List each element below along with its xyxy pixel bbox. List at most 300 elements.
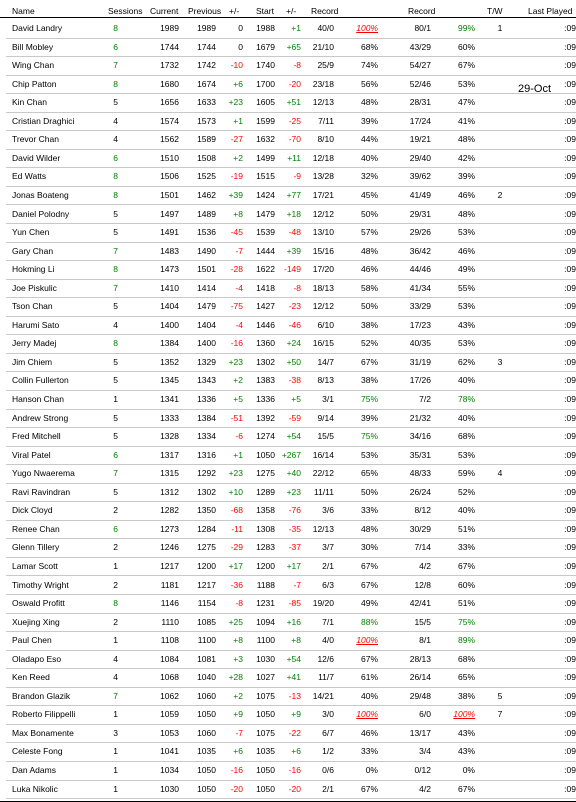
cell-pct: 58% — [360, 282, 378, 293]
cell-pct2: 33% — [457, 542, 475, 553]
cell-pct2: 68% — [457, 653, 475, 664]
table-row — [0, 743, 576, 762]
cell-last: :09 — [564, 338, 576, 349]
cell-pct: 75% — [360, 431, 378, 442]
cell-start: 1418 — [256, 282, 275, 293]
cell-start: 1679 — [256, 41, 275, 52]
cell-sessions: 8 — [113, 23, 118, 33]
cell-current: 1041 — [160, 746, 179, 757]
cell-chg: +2 — [233, 690, 243, 701]
cell-rec: 8/10 — [317, 134, 334, 145]
cell-rec: 11/7 — [318, 672, 334, 683]
cell-last: :09 — [564, 171, 576, 182]
cell-start: 1479 — [256, 208, 275, 219]
cell-chg: +5 — [233, 394, 243, 404]
cell-current: 1273 — [160, 523, 179, 534]
cell-pct2: 78% — [457, 394, 475, 404]
cell-current: 1501 — [160, 189, 179, 200]
cell-rec: 4/0 — [322, 635, 334, 646]
cell-pct2: 42% — [457, 152, 475, 163]
cell-pct: 48% — [360, 245, 378, 256]
cell-pct: 75% — [360, 394, 378, 404]
cell-previous: 1081 — [197, 653, 216, 664]
table-row — [0, 651, 576, 670]
table-row — [0, 20, 576, 39]
table-row — [0, 725, 576, 744]
cell-current: 1062 — [160, 690, 179, 701]
cell-last: :09 — [564, 653, 576, 664]
table-row — [0, 317, 576, 336]
cell-start: 1622 — [256, 264, 275, 275]
cell-previous: 1404 — [197, 319, 216, 330]
cell-pct: 39% — [360, 412, 378, 423]
cell-current: 1473 — [160, 264, 179, 275]
header-start: Start — [256, 6, 274, 16]
cell-previous: 1275 — [197, 542, 216, 553]
cell-chg2: -7 — [293, 579, 301, 590]
cell-previous: 1217 — [197, 579, 216, 590]
cell-current: 1030 — [160, 783, 179, 794]
cell-chg: -7 — [235, 245, 243, 256]
cell-start: 1499 — [256, 152, 275, 163]
table-row — [0, 465, 576, 484]
table-row — [0, 206, 576, 225]
cell-chg: -45 — [230, 227, 243, 238]
cell-chg2: -46 — [288, 319, 301, 330]
cell-rec: 6/7 — [322, 727, 334, 738]
cell-sessions: 4 — [113, 115, 118, 126]
cell-current: 1312 — [160, 486, 179, 497]
cell-last: :09 — [564, 134, 576, 145]
cell-rec: 22/12 — [312, 468, 334, 479]
cell-chg: -11 — [231, 523, 243, 534]
cell-start: 1283 — [256, 542, 275, 553]
cell-current: 1034 — [160, 765, 179, 775]
cell-rec: 7/1 — [322, 616, 334, 627]
cell-sessions: 4 — [113, 319, 118, 330]
cell-last: :09 — [564, 783, 576, 794]
cell-pct: 40% — [360, 152, 378, 163]
cell-name: Ken Reed — [12, 672, 50, 683]
cell-sessions: 8 — [113, 338, 118, 349]
cell-pct2: 55% — [457, 282, 475, 293]
cell-start: 1050 — [256, 709, 275, 720]
header-record: Record — [311, 6, 339, 16]
cell-last: :09 — [564, 394, 576, 404]
cell-name: Ravi Ravindran — [12, 486, 71, 497]
cell-pct: 39% — [360, 115, 378, 126]
cell-chg: -10 — [230, 60, 243, 71]
cell-pct2: 67% — [457, 60, 475, 71]
cell-rec2: 13/17 — [409, 727, 431, 738]
cell-chg: -6 — [235, 431, 243, 442]
cell-rec: 2/1 — [322, 560, 334, 571]
cell-chg2: -149 — [283, 264, 301, 275]
cell-current: 1491 — [160, 227, 179, 238]
cell-rec: 8/13 — [317, 375, 334, 386]
cell-previous: 1989 — [197, 23, 216, 33]
cell-sessions: 1 — [113, 709, 118, 720]
cell-start: 1050 — [256, 449, 275, 460]
table-row — [0, 410, 576, 429]
cell-rec2: 7/2 — [419, 394, 431, 404]
cell-previous: 1329 — [197, 356, 216, 367]
cell-chg: +3 — [233, 653, 243, 664]
cell-start: 1188 — [256, 579, 275, 590]
cell-pct: 74% — [360, 60, 378, 71]
table-row — [0, 447, 576, 466]
cell-rec2: 40/35 — [409, 338, 431, 349]
cell-rec: 12/13 — [312, 97, 334, 108]
cell-chg2: -13 — [288, 690, 301, 701]
cell-rec: 40/0 — [317, 23, 334, 33]
cell-pct: 61% — [360, 672, 378, 683]
cell-rec: 3/6 — [322, 505, 334, 516]
cell-rec: 2/1 — [322, 783, 334, 794]
cell-sessions: 1 — [113, 394, 118, 404]
cell-chg: -75 — [230, 301, 243, 312]
cell-current: 1483 — [160, 245, 179, 256]
table-row — [0, 94, 576, 113]
cell-current: 1084 — [160, 653, 179, 664]
cell-rec2: 15/5 — [414, 616, 431, 627]
cell-previous: 1343 — [197, 375, 216, 386]
cell-current: 1110 — [161, 616, 179, 627]
cell-rec2: 29/40 — [409, 152, 431, 163]
cell-start: 1100 — [256, 635, 275, 646]
cell-current: 1217 — [160, 560, 179, 571]
cell-chg: -28 — [230, 264, 243, 275]
cell-chg: +1 — [233, 449, 243, 460]
cell-rec2: 12/8 — [414, 579, 431, 590]
cell-rec2: 7/14 — [414, 542, 431, 553]
table-row — [0, 558, 576, 577]
cell-sessions: 6 — [113, 449, 118, 460]
cell-last: :09 — [564, 542, 576, 553]
cell-last: :09 — [564, 598, 576, 609]
cell-pct: 67% — [360, 560, 378, 571]
cell-name: Trevor Chan — [12, 134, 59, 145]
cell-sessions: 1 — [113, 560, 118, 571]
cell-pct: 38% — [360, 375, 378, 386]
cell-rec2: 30/29 — [409, 523, 431, 534]
table-row — [0, 688, 576, 707]
cell-chg2: -8 — [293, 282, 301, 293]
cell-pct2: 0% — [462, 765, 475, 775]
cell-current: 1384 — [160, 338, 179, 349]
cell-rec: 21/10 — [312, 41, 334, 52]
cell-sessions: 2 — [113, 579, 118, 590]
cell-chg: +23 — [228, 97, 243, 108]
cell-start: 1427 — [256, 301, 275, 312]
cell-rec: 19/20 — [312, 598, 334, 609]
cell-pct: 48% — [360, 97, 378, 108]
cell-chg: -51 — [230, 412, 243, 423]
cell-rec: 1/2 — [322, 746, 334, 757]
cell-rec: 0/6 — [322, 765, 334, 775]
table-row — [0, 280, 576, 299]
cell-tw: 1 — [497, 23, 503, 33]
cell-current: 1108 — [160, 635, 179, 646]
cell-sessions: 7 — [113, 245, 118, 256]
cell-previous: 1414 — [197, 282, 216, 293]
cell-name: Jonas Boateng — [12, 189, 69, 200]
cell-name: Roberto Filippelli — [12, 709, 76, 720]
cell-start: 1360 — [256, 338, 275, 349]
cell-sessions: 5 — [113, 412, 118, 423]
cell-rec2: 35/31 — [409, 449, 431, 460]
cell-pct2: 59% — [457, 468, 475, 479]
table-row — [0, 298, 576, 317]
cell-rec2: 29/31 — [409, 208, 431, 219]
cell-pct2: 68% — [457, 431, 475, 442]
cell-last: :09 — [564, 635, 576, 646]
cell-last: :09 — [564, 78, 576, 89]
cell-pct2: 53% — [457, 78, 475, 89]
cell-current: 1506 — [160, 171, 179, 182]
cell-last: :09 — [564, 560, 576, 571]
cell-tw: 5 — [497, 690, 503, 701]
cell-current: 1574 — [160, 115, 179, 126]
cell-last: :09 — [564, 375, 576, 386]
cell-rec: 14/21 — [312, 690, 334, 701]
table-row — [0, 76, 576, 95]
cell-current: 1341 — [160, 394, 179, 404]
cell-rec: 3/1 — [322, 394, 334, 404]
cell-previous: 1040 — [197, 672, 216, 683]
cell-name: Collin Fullerton — [12, 375, 69, 386]
cell-previous: 1035 — [197, 746, 216, 757]
cell-start: 1302 — [256, 356, 275, 367]
cell-previous: 1060 — [197, 690, 216, 701]
cell-rec: 17/21 — [312, 189, 334, 200]
cell-current: 1146 — [160, 598, 179, 609]
cell-chg2: +54 — [286, 431, 301, 442]
cell-name: Cristian Draghici — [12, 115, 75, 126]
cell-sessions: 5 — [113, 356, 118, 367]
cell-tw: 7 — [497, 709, 503, 720]
cell-pct: 88% — [360, 616, 378, 627]
cell-pct: 100% — [356, 635, 378, 646]
cell-current: 1315 — [160, 468, 179, 479]
header-name: Name — [12, 6, 35, 16]
cell-sessions: 7 — [113, 690, 118, 701]
cell-sessions: 1 — [113, 783, 118, 794]
cell-tw: 2 — [497, 189, 503, 200]
cell-pct: 65% — [360, 468, 378, 479]
cell-name: Chip Patton — [12, 78, 57, 89]
cell-name: Ed Watts — [12, 171, 47, 182]
cell-rec2: 29/48 — [409, 690, 431, 701]
cell-name: Jim Chiem — [12, 356, 53, 367]
cell-chg2: +1 — [291, 23, 301, 33]
cell-previous: 1384 — [197, 412, 216, 423]
cell-previous: 1200 — [197, 560, 216, 571]
cell-rec2: 26/14 — [409, 672, 431, 683]
cell-chg2: -48 — [288, 227, 301, 238]
cell-last: :09 — [564, 579, 576, 590]
cell-start: 1515 — [256, 171, 275, 182]
cell-rec2: 17/26 — [409, 375, 431, 386]
cell-rec: 11/11 — [313, 486, 334, 497]
cell-name: Timothy Wright — [12, 579, 69, 590]
cell-pct: 56% — [360, 78, 378, 89]
cell-chg: 0 — [238, 41, 243, 52]
cell-chg: -29 — [230, 542, 243, 553]
cell-tw: 3 — [497, 356, 503, 367]
cell-start: 1539 — [256, 227, 275, 238]
cell-name: Celeste Fong — [12, 746, 63, 757]
cell-pct2: 46% — [457, 245, 475, 256]
cell-chg: -20 — [230, 783, 243, 794]
cell-previous: 1501 — [197, 264, 216, 275]
cell-pct: 33% — [360, 505, 378, 516]
cell-chg2: +41 — [286, 672, 301, 683]
cell-last: :09 — [564, 431, 576, 442]
cell-pct: 32% — [360, 171, 378, 182]
cell-start: 1075 — [256, 727, 275, 738]
side-date-note: 29-Oct — [518, 83, 552, 95]
cell-rec2: 29/26 — [409, 227, 431, 238]
cell-rec2: 17/23 — [409, 319, 431, 330]
cell-chg2: +11 — [287, 152, 301, 163]
cell-current: 1068 — [160, 672, 179, 683]
cell-last: :09 — [564, 115, 576, 126]
cell-pct2: 43% — [457, 319, 475, 330]
cell-chg2: +65 — [286, 41, 301, 52]
cell-pct: 30% — [360, 542, 378, 553]
cell-chg2: +51 — [286, 97, 301, 108]
table-row — [0, 669, 576, 688]
cell-start: 1336 — [256, 394, 275, 404]
cell-last: :09 — [564, 523, 576, 534]
cell-sessions: 4 — [113, 672, 118, 683]
cell-chg2: +40 — [286, 468, 301, 479]
cell-rec2: 41/49 — [409, 189, 431, 200]
table-row — [0, 781, 576, 800]
header-tw: T/W — [487, 6, 503, 16]
cell-previous: 1292 — [197, 468, 216, 479]
cell-rec: 16/15 — [312, 338, 334, 349]
cell-name: Fred Mitchell — [12, 431, 61, 442]
cell-pct2: 99% — [457, 23, 475, 33]
cell-previous: 1462 — [197, 189, 216, 200]
table-row — [0, 261, 576, 280]
cell-name: Joe Piskulic — [12, 282, 57, 293]
table-row — [0, 224, 576, 243]
table-row — [0, 762, 576, 781]
cell-pct: 57% — [360, 227, 378, 238]
cell-chg2: -20 — [288, 78, 301, 89]
header-start-change: +/- — [286, 6, 297, 16]
cell-sessions: 8 — [113, 264, 118, 275]
table-row — [0, 391, 576, 410]
cell-start: 1050 — [256, 783, 275, 794]
cell-previous: 1316 — [197, 449, 216, 460]
cell-last: :09 — [564, 282, 576, 293]
cell-current: 1656 — [160, 97, 179, 108]
cell-start: 1383 — [256, 375, 275, 386]
cell-previous: 1050 — [197, 709, 216, 720]
cell-previous: 1589 — [197, 134, 216, 145]
cell-sessions: 7 — [113, 282, 118, 293]
cell-last: :09 — [564, 412, 576, 423]
table-row — [0, 354, 576, 373]
cell-rec2: 33/29 — [409, 301, 431, 312]
cell-chg2: -59 — [288, 412, 301, 423]
cell-current: 1410 — [160, 282, 179, 293]
cell-current: 1345 — [160, 375, 179, 386]
cell-last: :09 — [564, 41, 576, 52]
table-row — [0, 484, 576, 503]
cell-previous: 1742 — [197, 60, 216, 71]
cell-start: 1988 — [256, 23, 275, 33]
cell-sessions: 4 — [113, 653, 118, 664]
cell-last: :09 — [564, 356, 576, 367]
cell-pct2: 47% — [457, 97, 475, 108]
cell-name: Renee Chan — [12, 523, 60, 534]
cell-chg: +6 — [233, 78, 243, 89]
cell-name: Viral Patel — [12, 449, 51, 460]
cell-previous: 1744 — [197, 41, 216, 52]
cell-pct2: 52% — [457, 486, 475, 497]
table-row — [0, 428, 576, 447]
cell-previous: 1400 — [197, 338, 216, 349]
cell-rec: 12/18 — [312, 152, 334, 163]
cell-previous: 1490 — [197, 245, 216, 256]
cell-current: 1317 — [160, 449, 179, 460]
table-row — [0, 113, 576, 132]
cell-previous: 1284 — [197, 523, 216, 534]
cell-chg: +25 — [228, 616, 243, 627]
cell-sessions: 5 — [113, 227, 118, 238]
cell-chg2: -85 — [288, 598, 301, 609]
cell-rec: 25/9 — [317, 60, 334, 71]
cell-chg: -19 — [230, 171, 243, 182]
cell-pct2: 49% — [457, 264, 475, 275]
cell-pct2: 75% — [457, 616, 475, 627]
table-row — [0, 168, 576, 187]
cell-chg2: +39 — [286, 245, 301, 256]
cell-name: Jerry Madej — [12, 338, 57, 349]
cell-chg: +1 — [233, 115, 243, 126]
cell-current: 1497 — [160, 208, 179, 219]
cell-pct: 100% — [356, 709, 378, 720]
cell-last: :09 — [564, 245, 576, 256]
cell-start: 1308 — [256, 523, 275, 534]
cell-pct2: 53% — [457, 338, 475, 349]
cell-start: 1027 — [256, 672, 275, 683]
cell-previous: 1350 — [197, 505, 216, 516]
cell-rec2: 0/12 — [414, 765, 431, 775]
cell-name: Oswald Profitt — [12, 598, 65, 609]
cell-name: Oladapo Eso — [12, 653, 62, 664]
table-row — [0, 632, 576, 651]
cell-chg2: -38 — [288, 375, 301, 386]
cell-previous: 1633 — [197, 97, 216, 108]
cell-pct: 45% — [360, 189, 378, 200]
cell-previous: 1085 — [197, 616, 216, 627]
header-record-total: Record — [408, 6, 436, 16]
cell-rec2: 36/42 — [409, 245, 431, 256]
cell-sessions: 2 — [113, 616, 118, 627]
cell-last: :09 — [564, 746, 576, 757]
cell-pct2: 39% — [457, 171, 475, 182]
cell-current: 1680 — [160, 78, 179, 89]
cell-start: 1446 — [256, 319, 275, 330]
cell-name: Daniel Polodny — [12, 208, 70, 219]
cell-previous: 1525 — [197, 171, 216, 182]
